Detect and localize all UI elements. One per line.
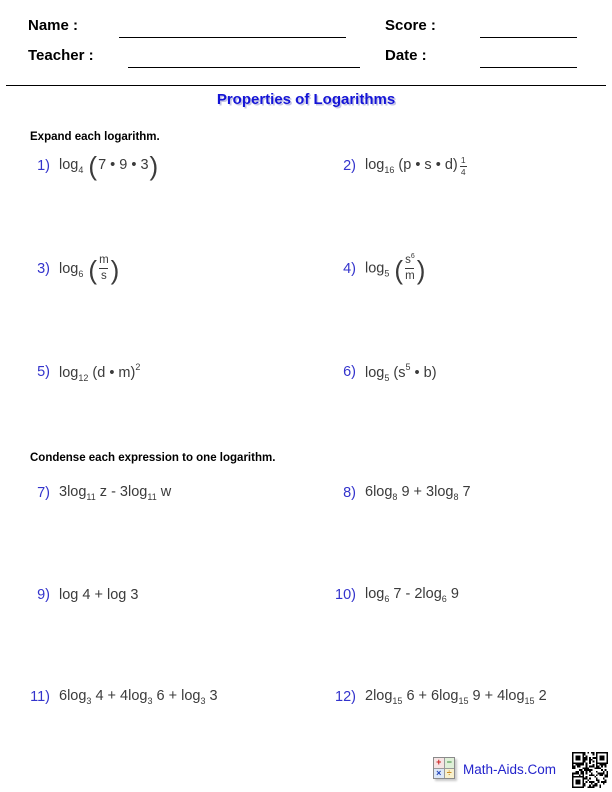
date-label: Date : — [385, 47, 427, 64]
teacher-blank-line — [128, 67, 360, 68]
problem-item — [306, 354, 612, 390]
problem-expression: log 4 + log 3 — [59, 587, 139, 603]
problem-item — [306, 682, 612, 712]
problem-item — [0, 148, 306, 184]
problem-expression: $\log_{16} (p$ • s • d) $\frac{1}{4}$ — [365, 155, 466, 177]
problems-grid-condense — [0, 478, 612, 784]
divide-icon: ÷ — [445, 769, 455, 779]
date-blank-line — [480, 67, 577, 68]
name-label: Name : — [28, 17, 79, 34]
problem-expression: $\log_{12} (d$ • m)$^2$ — [59, 361, 141, 383]
problems-grid-expand — [0, 148, 612, 457]
problem-item — [0, 478, 306, 508]
score-label: Score : — [385, 17, 436, 34]
instruction-condense: Condense each expression to one logarithm. — [30, 452, 276, 464]
problem-number: 4) — [343, 261, 356, 277]
teacher-label: Teacher : — [28, 47, 94, 64]
problem-expression: $6\log_8$ $9 + 3\log_8$ 7 — [365, 484, 471, 502]
worksheet-title: Properties of Logarithms — [216, 91, 396, 108]
plus-icon: + — [434, 758, 444, 768]
problem-item — [306, 251, 612, 287]
problem-number: 12) — [335, 689, 356, 705]
problem-expression: $2\log_{15}$ $6 + 6\log_{15}$ $9 + 4\log_{15}$ 2 — [365, 688, 547, 706]
problem-number: 2) — [343, 158, 356, 174]
problem-item — [306, 148, 612, 184]
problem-item — [0, 251, 306, 287]
math-aids-link[interactable]: Math-Aids.Com — [463, 762, 557, 777]
problem-number: 9) — [37, 587, 50, 603]
problem-number: 3) — [37, 261, 50, 277]
problem-item — [0, 682, 306, 712]
math-aids-logo-icon — [433, 757, 455, 779]
problem-expression: $\log_5 (s^5$ • b) — [365, 361, 437, 383]
problem-number: 11) — [30, 689, 50, 705]
problem-expression: $6\log_3$ $4 + 4\log_3$ $6 + \log_3 3$ — [59, 688, 218, 706]
problem-item — [0, 580, 306, 610]
name-blank-line — [119, 37, 346, 38]
qr-code — [572, 752, 608, 788]
problem-expression: $\log_6$ ( $\frac{m}{s}$ ) — [59, 253, 120, 285]
problem-expression: $\log_5$ ( $\frac{s^6}{m}$ ) — [365, 253, 426, 285]
problem-item — [306, 580, 612, 610]
problem-number: 8) — [343, 485, 356, 501]
problem-number: 7) — [37, 485, 50, 501]
header-divider — [6, 85, 606, 86]
problem-expression: $\log_6 7 - 2\log_6$ 9 — [365, 586, 459, 604]
problem-number: 10) — [335, 587, 356, 603]
problem-item — [306, 478, 612, 508]
score-blank-line — [480, 37, 577, 38]
minus-icon: − — [445, 758, 455, 768]
problem-item — [0, 354, 306, 390]
problem-expression: $3\log_{11}$ z - $3\log_{11}$ w — [59, 484, 172, 502]
problem-expression: $\log_4 (7$ • 9 • 3) — [59, 151, 159, 181]
instruction-expand: Expand each logarithm. — [30, 131, 160, 143]
problem-number: 5) — [37, 364, 50, 380]
problem-number: 1) — [37, 158, 50, 174]
problem-number: 6) — [343, 364, 356, 380]
multiply-icon: × — [434, 769, 444, 779]
